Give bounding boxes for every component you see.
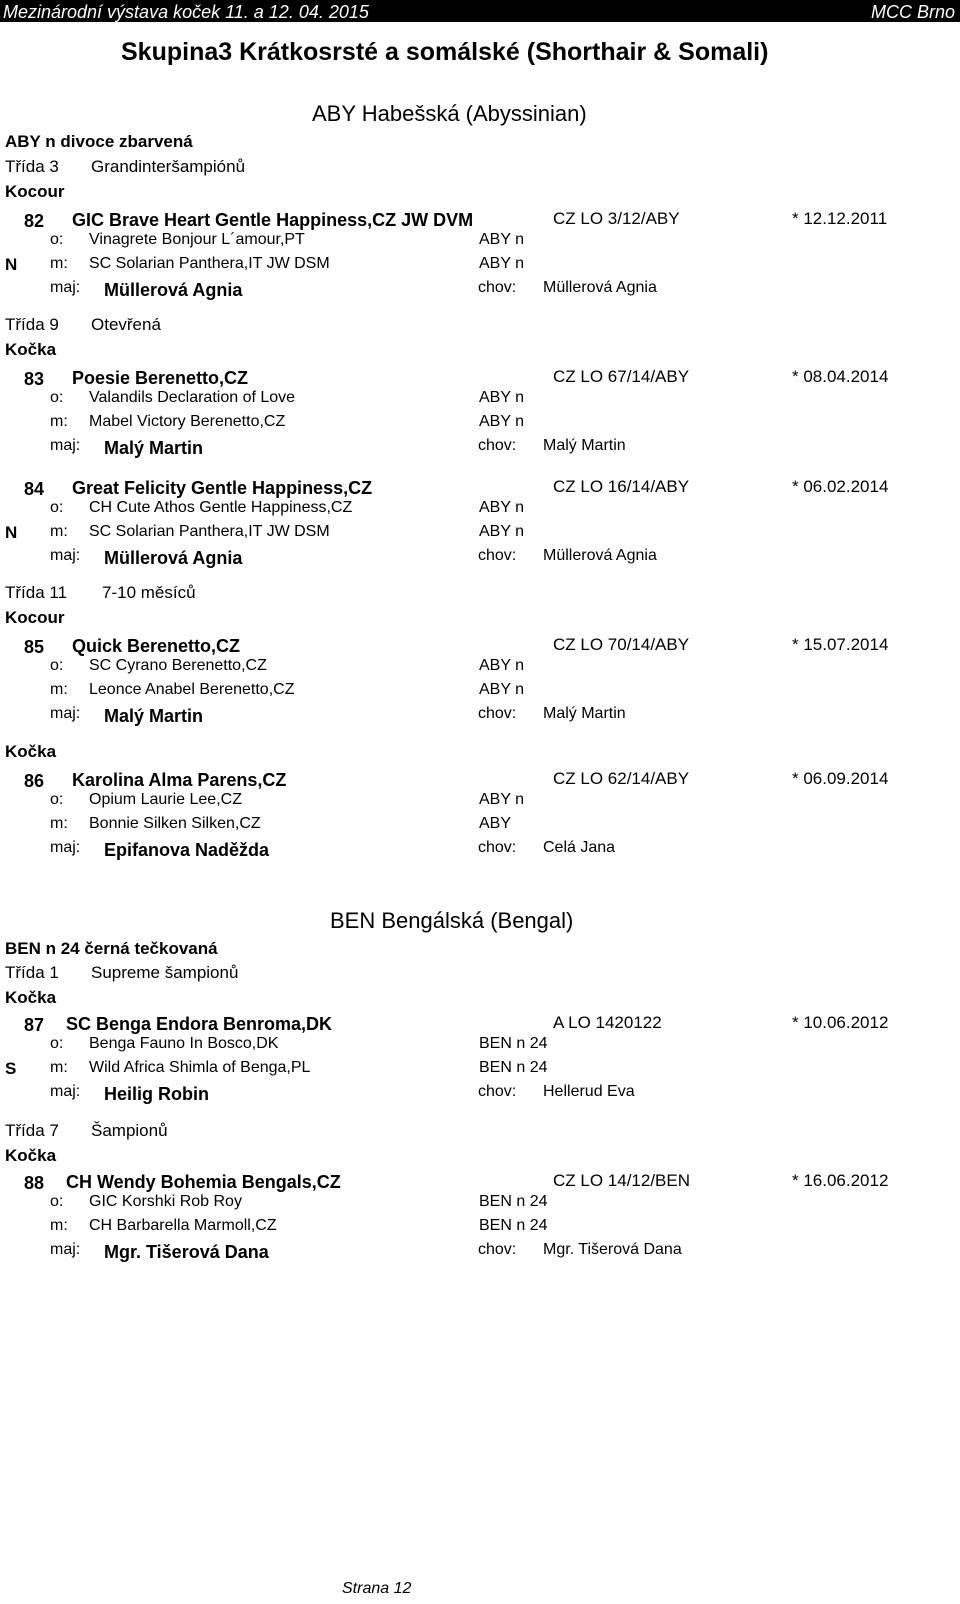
breeder-label: chov: [478,547,517,564]
catalog-number: 83 [24,369,45,389]
mother-label: m: [50,1217,68,1234]
cat-name: Karolina Alma Parens,CZ [72,770,287,790]
father-label: o: [50,1035,64,1052]
cat-name: CH Wendy Bohemia Bengals,CZ [66,1172,341,1192]
mother-name: Wild Africa Shimla of Benga,PL [89,1059,311,1076]
father-name: SC Cyrano Berenetto,CZ [89,657,267,674]
registration: CZ LO 16/14/ABY [553,477,690,496]
color-heading: BEN n 24 černá tečkovaná [5,939,218,958]
catalog-number: 87 [24,1015,45,1035]
mother-label: m: [50,413,68,430]
mother-name: SC Solarian Panthera,IT JW DSM [89,255,330,272]
owner-name: Müllerová Agnia [104,280,243,300]
class-label: Třída 11 [5,583,68,602]
breed-heading: BEN Bengálská (Bengal) [330,908,574,933]
father-label: o: [50,791,64,808]
mother-label: m: [50,255,68,272]
father-name: Vinagrete Bonjour L´amour,PT [89,231,305,248]
mother-breed: ABY n [479,523,525,540]
cat-name: Great Felicity Gentle Happiness,CZ [72,478,373,498]
owner-name: Epifanova Naděžda [104,840,270,860]
catalog-number: 85 [24,637,45,657]
cat-name: Quick Berenetto,CZ [72,636,241,656]
father-label: o: [50,499,64,516]
mother-label: m: [50,523,68,540]
owner-label: maj: [50,437,81,454]
sex-heading: Kocour [5,182,65,201]
father-label: o: [50,389,64,406]
father-name: Opium Laurie Lee,CZ [89,791,242,808]
breeder-label: chov: [478,1083,517,1100]
breeder-name: Hellerud Eva [543,1083,635,1100]
registration: CZ LO 3/12/ABY [553,209,680,228]
breeder-name: Celá Jana [543,839,616,856]
cat-name: SC Benga Endora Benroma,DK [66,1014,333,1034]
father-breed: BEN n 24 [479,1035,548,1052]
father-label: o: [50,1193,64,1210]
owner-name: Malý Martin [104,706,204,726]
class-name: Supreme šampionů [91,963,239,982]
mother-label: m: [50,815,68,832]
father-label: o: [50,657,64,674]
breeder-label: chov: [478,1241,517,1258]
page-number: Strana 12 [342,1580,412,1597]
sex-heading: Kočka [5,340,57,359]
father-breed: ABY n [479,657,525,674]
owner-name: Mgr. Tišerová Dana [104,1242,269,1262]
mother-breed: BEN n 24 [479,1059,548,1076]
father-name: Valandils Declaration of Love [89,389,296,406]
breed-heading: ABY Habešská (Abyssinian) [312,101,587,126]
owner-label: maj: [50,705,81,722]
mother-name: SC Solarian Panthera,IT JW DSM [89,523,330,540]
class-name: Šampionů [91,1121,168,1140]
page-header [0,0,960,22]
father-label: o: [50,231,64,248]
breeder-name: Malý Martin [543,705,626,722]
owner-name: Müllerová Agnia [104,548,243,568]
mother-breed: BEN n 24 [479,1217,548,1234]
mother-breed: ABY n [479,681,525,698]
father-breed: ABY n [479,791,525,808]
mother-name: CH Barbarella Marmoll,CZ [89,1217,277,1234]
father-breed: ABY n [479,231,525,248]
registration: CZ LO 14/12/BEN [553,1171,691,1190]
registration: A LO 1420122 [553,1013,662,1032]
cat-name: Poesie Berenetto,CZ [72,368,249,388]
sex-heading: Kočka [5,988,57,1007]
mother-breed: ABY n [479,413,525,430]
father-breed: ABY n [479,389,525,406]
father-name: CH Cute Athos Gentle Happiness,CZ [89,499,353,516]
breeder-label: chov: [478,279,517,296]
owner-label: maj: [50,279,81,296]
cat-flag: N [5,255,18,274]
sex-heading: Kocour [5,608,65,627]
class-name: 7-10 měsíců [102,583,196,602]
catalog-number: 84 [24,479,45,499]
sex-heading: Kočka [5,742,57,761]
class-label: Třída 9 [5,315,59,334]
mother-name: Bonnie Silken Silken,CZ [89,815,261,832]
breeder-name: Müllerová Agnia [543,547,657,564]
breeder-name: Mgr. Tišerová Dana [543,1241,682,1258]
cat-flag: S [5,1059,17,1078]
date-of-birth: * 15.07.2014 [792,635,889,654]
breeder-name: Müllerová Agnia [543,279,657,296]
father-name: GIC Korshki Rob Roy [89,1193,242,1210]
date-of-birth: * 06.09.2014 [792,769,889,788]
mother-name: Mabel Victory Berenetto,CZ [89,413,286,430]
mother-name: Leonce Anabel Berenetto,CZ [89,681,295,698]
owner-label: maj: [50,1241,81,1258]
color-heading: ABY n divoce zbarvená [5,132,193,151]
breeder-label: chov: [478,705,517,722]
mother-breed: ABY [479,815,512,832]
owner-label: maj: [50,839,81,856]
sex-heading: Kočka [5,1146,57,1165]
owner-name: Heilig Robin [104,1084,209,1104]
owner-name: Malý Martin [104,438,204,458]
date-of-birth: * 06.02.2014 [792,477,889,496]
catalog-number: 82 [24,211,45,231]
cat-flag: N [5,523,18,542]
class-label: Třída 1 [5,963,59,982]
owner-label: maj: [50,547,81,564]
owner-label: maj: [50,1083,81,1100]
catalog-number: 88 [24,1173,45,1193]
registration: CZ LO 67/14/ABY [553,367,690,386]
father-breed: ABY n [479,499,525,516]
date-of-birth: * 08.04.2014 [792,367,889,386]
date-of-birth: * 10.06.2012 [792,1013,889,1032]
class-name: Otevřená [91,315,161,334]
class-label: Třída 7 [5,1121,59,1140]
catalog-number: 86 [24,771,45,791]
mother-label: m: [50,681,68,698]
registration: CZ LO 70/14/ABY [553,635,690,654]
breeder-label: chov: [478,437,517,454]
breeder-label: chov: [478,839,517,856]
header-organizer: MCC Brno [870,2,955,22]
header-event: Mezinárodní výstava koček 11. a 12. 04. 2015 [3,2,369,22]
mother-label: m: [50,1059,68,1076]
mother-breed: ABY n [479,255,525,272]
breeder-name: Malý Martin [543,437,626,454]
registration: CZ LO 62/14/ABY [553,769,690,788]
class-name: Grandinteršampiónů [91,157,246,176]
class-label: Třída 3 [5,157,59,176]
date-of-birth: * 16.06.2012 [792,1171,889,1190]
cat-name: GIC Brave Heart Gentle Happiness,CZ JW DVM [72,210,474,230]
page-title: Skupina3 Krátkosrsté a somálské (Shorthair & Somali) [121,38,769,66]
father-name: Benga Fauno In Bosco,DK [89,1035,279,1052]
date-of-birth: * 12.12.2011 [792,209,888,228]
father-breed: BEN n 24 [479,1193,548,1210]
